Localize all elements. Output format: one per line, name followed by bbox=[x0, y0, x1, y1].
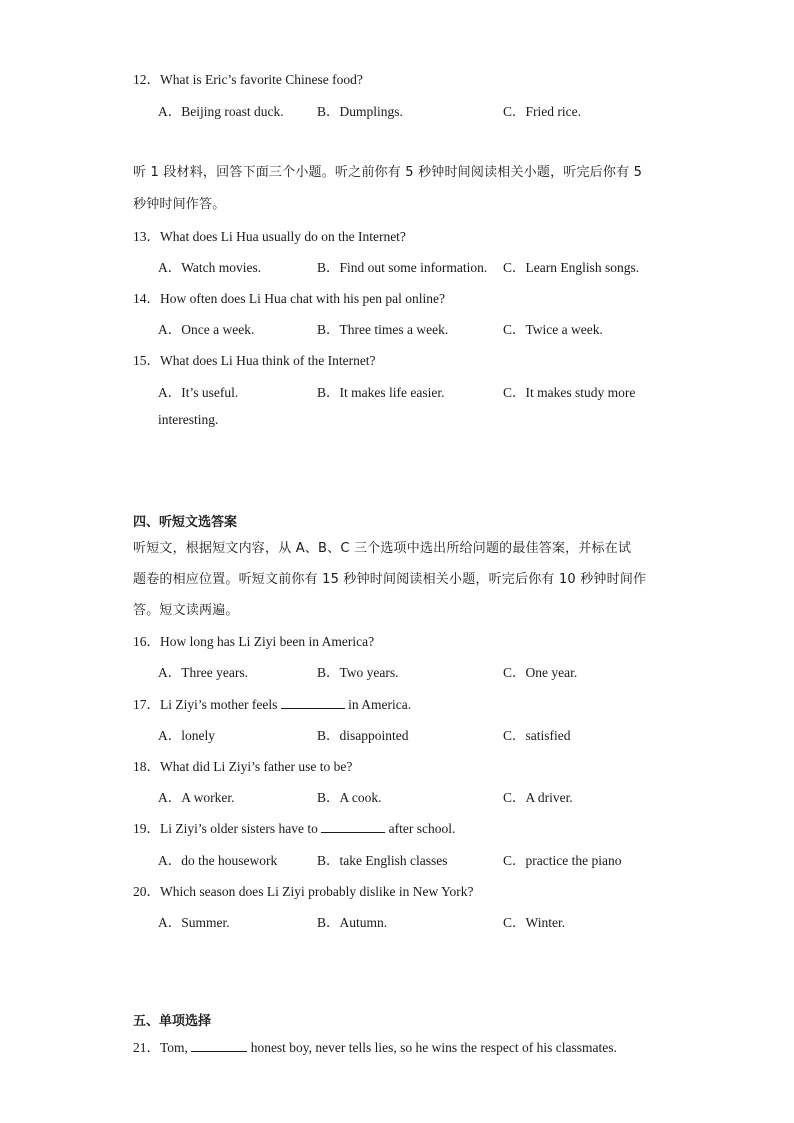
q13-option-a: A．Watch movies. bbox=[158, 260, 262, 275]
q19-stem-start: 19．Li Ziyi’s older sisters have to bbox=[133, 821, 318, 836]
instruction-line-1: 听 1 段材料，回答下面三个小题。听之前你有 5 秒钟时间阅读相关小题，听完后你有 5 bbox=[133, 165, 643, 180]
section-4-title: 四、听短文选答案 bbox=[133, 515, 238, 530]
q17-stem-start: 17．Li Ziyi’s mother feels bbox=[133, 697, 278, 712]
q21-stem-end: honest boy, never tells lies, so he wins the respect of his classmates. bbox=[250, 1040, 617, 1055]
q14-option-a: A．Once a week. bbox=[158, 322, 255, 337]
question-21 bbox=[133, 1036, 617, 1056]
q18-option-a: A．A worker. bbox=[158, 790, 235, 805]
q17-stem-end: in America. bbox=[348, 697, 412, 712]
q18-option-b: B．A cook. bbox=[317, 790, 382, 805]
q19-option-a: A．do the housework bbox=[158, 853, 278, 868]
q14-option-c: C．Twice a week. bbox=[503, 322, 603, 337]
q13-option-b: B．Find out some information. bbox=[317, 260, 488, 275]
question-15: 15．What does Li Hua think of the Internet? bbox=[133, 353, 376, 368]
answer-blank bbox=[281, 707, 345, 709]
section-4-instruction-3: 答。短文读两遍。 bbox=[133, 603, 239, 618]
section-4-instruction-2: 题卷的相应位置。听短文前你有 15 秒钟时间阅读相关小题，听完后你有 10 秒钟时间作 bbox=[133, 572, 647, 587]
instruction-line-2: 秒钟时间作答。 bbox=[133, 197, 226, 212]
q19-option-b: B．take English classes bbox=[317, 853, 448, 868]
question-20: 20．Which season does Li Ziyi probably dislike in New York? bbox=[133, 884, 474, 899]
q13-option-c: C．Learn English songs. bbox=[503, 260, 640, 275]
q19-option-c: C．practice the piano bbox=[503, 853, 622, 868]
q16-option-b: B．Two years. bbox=[317, 665, 399, 680]
answer-blank bbox=[191, 1050, 247, 1052]
q17-option-b: B．disappointed bbox=[317, 728, 409, 743]
question-13: 13．What does Li Hua usually do on the Internet? bbox=[133, 229, 406, 244]
q17-option-c: C．satisfied bbox=[503, 728, 571, 743]
q17-option-a: A．lonely bbox=[158, 728, 215, 743]
question-14: 14．How often does Li Hua chat with his pen pal online? bbox=[133, 291, 445, 306]
question-12: 12．What is Eric’s favorite Chinese food? bbox=[133, 72, 363, 87]
q20-option-c: C．Winter. bbox=[503, 915, 566, 930]
section-5-title: 五、单项选择 bbox=[133, 1014, 212, 1029]
q14-option-b: B．Three times a week. bbox=[317, 322, 449, 337]
q15-option-a: A．It’s useful. bbox=[158, 385, 239, 400]
question-16: 16．How long has Li Ziyi been in America? bbox=[133, 634, 375, 649]
q20-option-a: A．Summer. bbox=[158, 915, 230, 930]
q16-option-c: C．One year. bbox=[503, 665, 578, 680]
question-18: 18．What did Li Ziyi’s father use to be? bbox=[133, 759, 353, 774]
question-19 bbox=[133, 817, 455, 837]
q12-option-c: C．Fried rice. bbox=[503, 104, 581, 119]
q18-option-c: C．A driver. bbox=[503, 790, 573, 805]
q12-option-a: A．Beijing roast duck. bbox=[158, 104, 284, 119]
section-4-instruction-1: 听短文，根据短文内容，从 A、B、C 三个选项中选出所给问题的最佳答案，并标在试 bbox=[133, 541, 632, 556]
q15-option-c: C．It makes study more bbox=[503, 385, 636, 400]
q16-option-a: A．Three years. bbox=[158, 665, 248, 680]
q15-option-c-continued: interesting. bbox=[158, 412, 219, 427]
q20-option-b: B．Autumn. bbox=[317, 915, 388, 930]
q12-option-b: B．Dumplings. bbox=[317, 104, 403, 119]
answer-blank bbox=[321, 831, 385, 833]
q19-stem-end: after school. bbox=[388, 821, 456, 836]
q21-stem-start: 21．Tom, bbox=[133, 1040, 188, 1055]
question-17 bbox=[133, 693, 411, 713]
q15-option-b: B．It makes life easier. bbox=[317, 385, 445, 400]
